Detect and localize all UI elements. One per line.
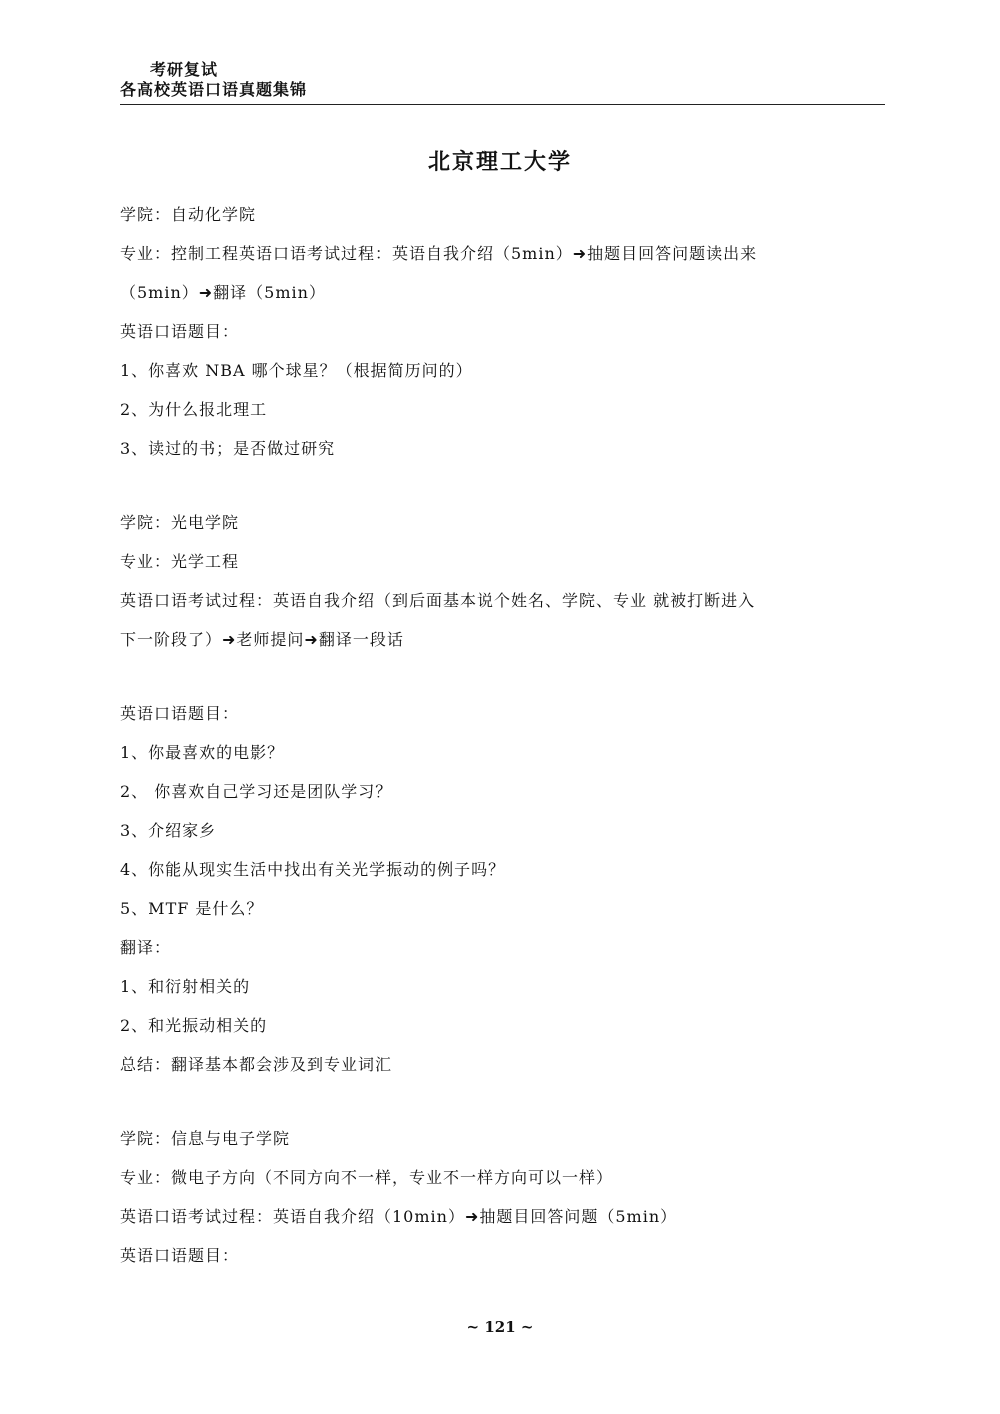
section1-college: 学院：自动化学院 xyxy=(120,205,257,224)
section-gap xyxy=(120,468,885,503)
list-item: 3、读过的书；是否做过研究 xyxy=(120,439,336,458)
section3-process: 英语口语考试过程：英语自我介绍（10min）➜抽题目回答问题（5min） xyxy=(120,1207,678,1226)
section-gap xyxy=(120,1084,885,1119)
header-line2: 各高校英语口语真题集锦 xyxy=(120,80,308,99)
section2-summary: 总结：翻译基本都会涉及到专业词汇 xyxy=(120,1055,393,1074)
section1-major: 专业：控制工程英语口语考试过程：英语自我介绍（5min）➜抽题目回答问题读出来 xyxy=(120,244,758,263)
section1-major-cont: （5min）➜翻译（5min） xyxy=(120,283,326,302)
list-item: 2、 你喜欢自己学习还是团队学习？ xyxy=(120,782,393,801)
header-line1: 考研复试 xyxy=(150,60,219,79)
section1-topics-label: 英语口语题目： xyxy=(120,322,240,341)
list-item: 1、你喜欢 NBA 哪个球星？（根据简历问的） xyxy=(120,361,473,380)
section2-translation-label: 翻译： xyxy=(120,938,172,957)
page-number: ~ 121 ~ xyxy=(466,1318,534,1336)
page-header xyxy=(120,60,885,100)
section2-college: 学院：光电学院 xyxy=(120,513,240,532)
list-item: 5、MTF 是什么？ xyxy=(120,899,264,918)
section3-major: 专业：微电子方向（不同方向不一样，专业不一样方向可以一样） xyxy=(120,1168,614,1187)
list-item: 2、和光振动相关的 xyxy=(120,1016,268,1035)
section2-process-cont: 下一阶段了）➜老师提问➜翻译一段话 xyxy=(120,630,404,649)
section2-major: 专业：光学工程 xyxy=(120,552,240,571)
page-title: 北京理工大学 xyxy=(427,150,572,175)
section2-topics-label: 英语口语题目： xyxy=(120,704,240,723)
list-item: 3、介绍家乡 xyxy=(120,821,217,840)
list-item: 4、你能从现实生活中找出有关光学振动的例子吗？ xyxy=(120,860,506,879)
content-body xyxy=(120,195,885,1275)
section-gap xyxy=(120,659,885,694)
section3-topics-label: 英语口语题目： xyxy=(120,1246,240,1265)
section2-process: 英语口语考试过程：英语自我介绍（到后面基本说个姓名、学院、专业 就被打断进入 xyxy=(120,591,756,610)
list-item: 1、你最喜欢的电影？ xyxy=(120,743,285,762)
section3-college: 学院：信息与电子学院 xyxy=(120,1129,291,1148)
header-rule xyxy=(120,104,885,105)
list-item: 2、为什么报北理工 xyxy=(120,400,268,419)
list-item: 1、和衍射相关的 xyxy=(120,977,251,996)
